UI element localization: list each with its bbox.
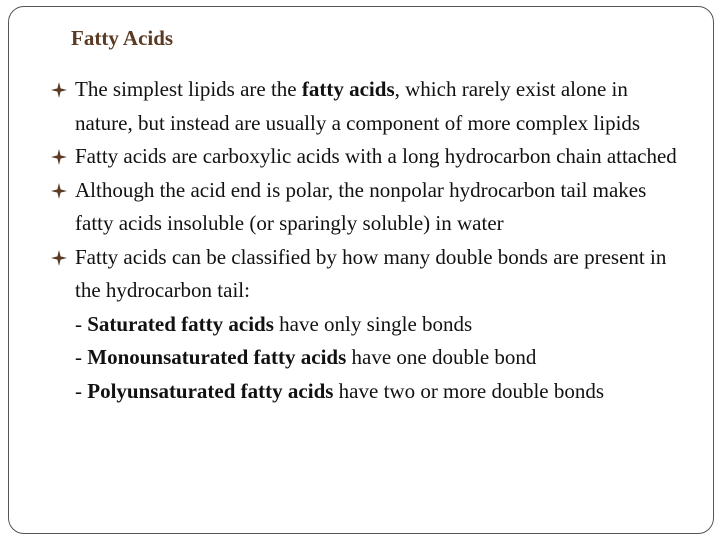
sub-line-prefix: -	[75, 378, 88, 403]
sub-line-text: have one double bond	[346, 345, 537, 369]
sparkle-bullet-icon	[51, 149, 67, 165]
sub-line-prefix: -	[75, 345, 88, 369]
sub-line-saturated	[75, 308, 689, 342]
bullet-item	[49, 140, 689, 174]
bullet-list	[49, 73, 689, 408]
sub-line-text: have only single bonds	[273, 311, 473, 336]
sub-line-prefix: -	[75, 311, 88, 336]
sparkle-bullet-icon	[51, 183, 67, 199]
bullet-text: The simplest lipids are the	[75, 77, 302, 101]
bullet-item	[49, 73, 689, 140]
bullet-item	[49, 174, 689, 241]
bullet-text: Fatty acids are carboxylic acids with a long hydrocarbon chain attached	[75, 144, 677, 168]
sub-line-polyunsaturated	[75, 375, 689, 409]
bullet-text: Fatty acids can be classified by how many double bonds are present in the hydrocarbon tail:	[75, 244, 667, 302]
bullet-bold-term: Saturated fatty acids	[87, 311, 274, 336]
sub-line-monounsaturated	[75, 341, 689, 375]
sparkle-bullet-icon	[51, 250, 67, 266]
slide-frame	[8, 6, 714, 534]
bullet-bold-term: fatty acids	[301, 77, 395, 101]
slide-title: Fatty Acids	[71, 26, 174, 50]
bullet-bold-term: Polyunsaturated fatty acids	[87, 378, 334, 403]
bullet-text: , which rarely exist alone in nature, but instead are usually a component of more complex lipids	[75, 77, 641, 135]
bullet-item	[49, 241, 689, 409]
bullet-bold-term: Monounsaturated fatty acids	[87, 345, 347, 369]
bullet-text: Although the acid end is polar, the nonpolar hydrocarbon tail makes fatty acids insoluble (or sparingly soluble) in water	[75, 177, 647, 235]
sparkle-bullet-icon	[51, 82, 67, 98]
sub-line-text: have two or more double bonds	[333, 378, 605, 403]
